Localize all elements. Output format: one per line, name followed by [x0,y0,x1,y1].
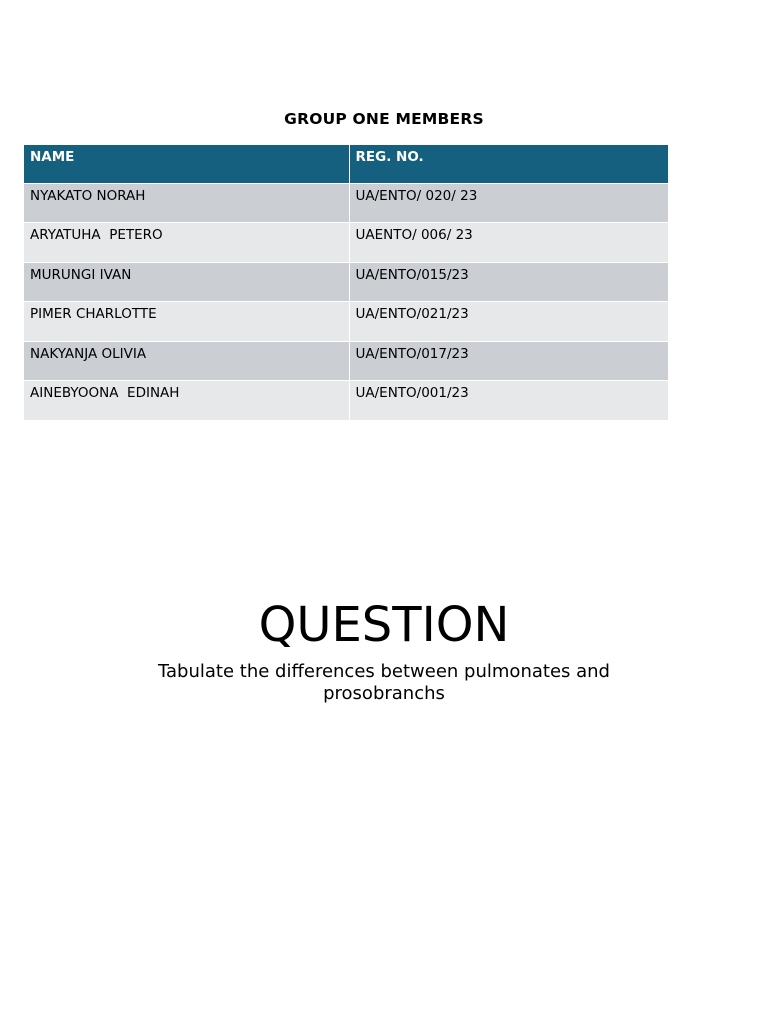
column-header-name: NAME [24,145,349,183]
member-name-cell [24,381,349,421]
member-reg-no: UA/ENTO/017/23 [355,345,469,362]
question-text: Tabulate the differences between pulmonates and prosobranchs [158,661,610,704]
member-reg-no: UAENTO/ 006/ 23 [355,227,473,243]
member-reg-no: UA/ENTO/021/23 [355,306,469,322]
member-name: ARYATUHA PETERO [30,227,163,243]
member-name: PIMER CHARLOTTE [30,306,157,322]
member-reg-no: UA/ENTO/ 020/ 23 [355,187,478,204]
members-table [24,145,668,420]
question-heading: QUESTION [258,597,510,653]
member-name: AINEBYOONA EDINAH [30,385,180,401]
member-reg-cell [349,223,668,263]
member-reg-cell [349,302,668,342]
members-title: GROUP ONE MEMBERS [284,110,484,128]
member-name-cell [24,262,349,302]
member-name: NYAKATO NORAH [30,187,146,204]
table-row [24,302,668,342]
member-reg-no: UA/ENTO/001/23 [355,385,469,401]
member-reg-cell [349,262,668,302]
member-reg-no: UA/ENTO/015/23 [355,266,469,283]
member-name-cell [24,183,349,223]
table-row [24,381,668,421]
table-row [24,262,668,302]
table-header-row [24,145,668,183]
column-header-reg-no: REG. NO. [349,145,668,183]
table-row [24,223,668,263]
table-row [24,341,668,381]
member-reg-cell [349,341,668,381]
member-reg-cell [349,183,668,223]
member-name-cell [24,341,349,381]
table-row [24,183,668,223]
member-name: MURUNGI IVAN [30,266,132,283]
member-name-cell [24,223,349,263]
member-reg-cell [349,381,668,421]
member-name: NAKYANJA OLIVIA [30,345,147,362]
member-name-cell [24,302,349,342]
